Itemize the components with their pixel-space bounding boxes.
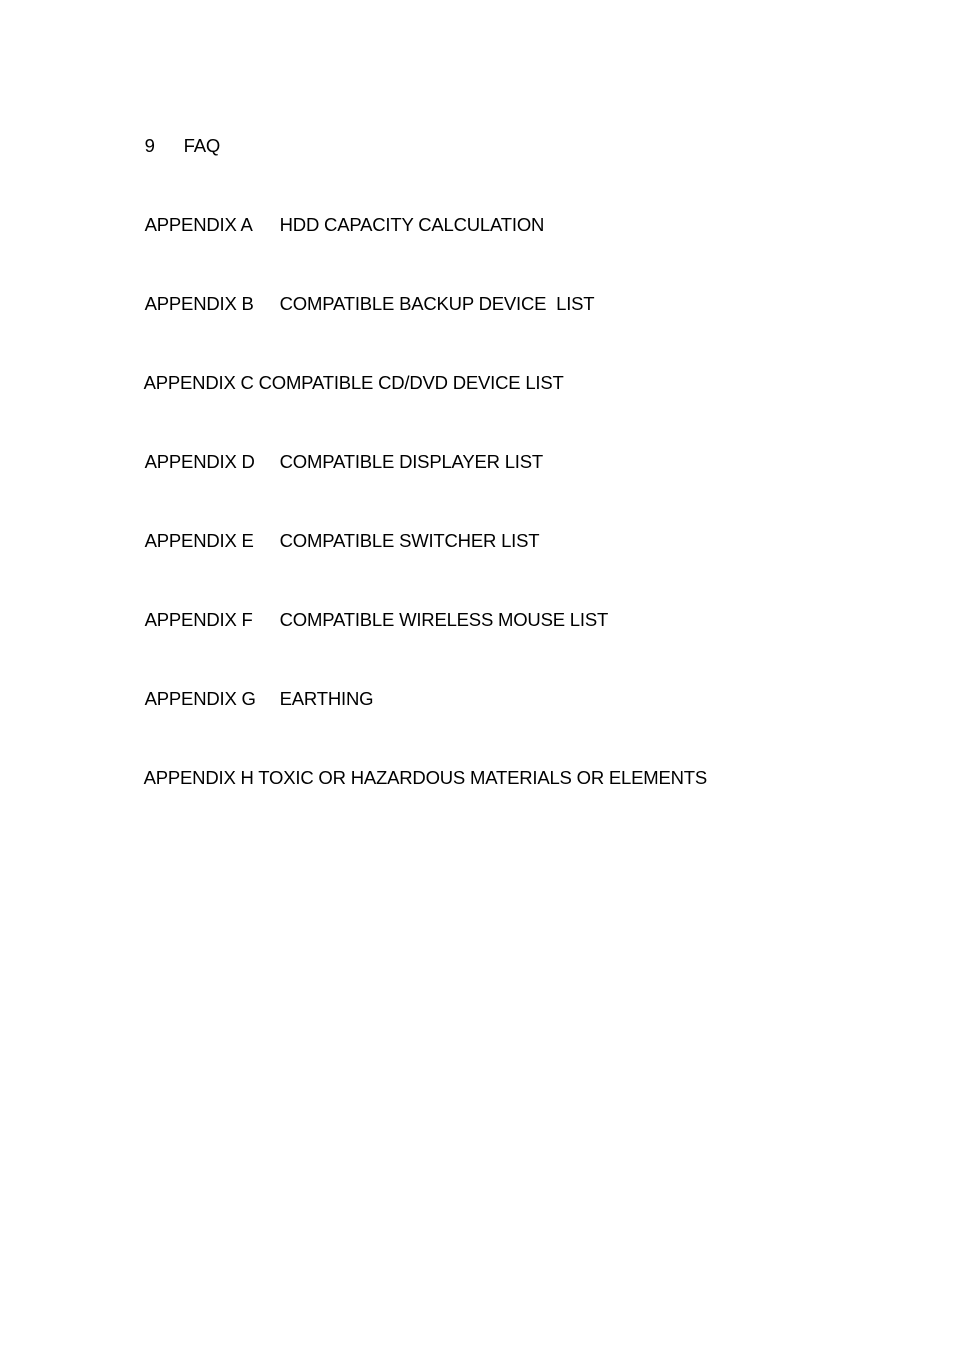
- appendix-label: APPENDIX A: [144, 214, 253, 235]
- toc-entry-appendix-f[interactable]: [115, 578, 875, 657]
- appendix-title: COMPATIBLE WIRELESS MOUSE LIST: [279, 609, 609, 630]
- toc-entry-appendix-a[interactable]: [115, 183, 875, 262]
- table-of-contents: [115, 104, 875, 815]
- appendix-title: COMPATIBLE DISPLAYER LIST: [279, 451, 543, 472]
- appendix-label: APPENDIX E: [144, 530, 254, 551]
- appendix-label: APPENDIX F: [144, 609, 253, 630]
- toc-entry-appendix-g[interactable]: [115, 657, 875, 736]
- toc-entry-chapter-9[interactable]: [115, 104, 875, 183]
- chapter-title: FAQ: [183, 135, 221, 156]
- toc-entry-appendix-b[interactable]: [115, 262, 875, 341]
- appendix-label: APPENDIX B: [144, 293, 254, 314]
- toc-entry-appendix-h[interactable]: [115, 736, 875, 815]
- appendix-full-title: APPENDIX C COMPATIBLE CD/DVD DEVICE LIST: [143, 372, 564, 393]
- appendix-title: HDD CAPACITY CALCULATION: [279, 214, 545, 235]
- toc-entry-appendix-e[interactable]: [115, 499, 875, 578]
- appendix-title: COMPATIBLE SWITCHER LIST: [279, 530, 540, 551]
- appendix-label: APPENDIX G: [144, 688, 256, 709]
- appendix-full-title: APPENDIX H TOXIC OR HAZARDOUS MATERIALS OR ELEMENTS: [143, 767, 708, 788]
- appendix-label: APPENDIX D: [144, 451, 255, 472]
- toc-entry-appendix-c[interactable]: [115, 341, 875, 420]
- appendix-title: COMPATIBLE BACKUP DEVICE LIST: [279, 293, 595, 314]
- chapter-number: 9: [144, 135, 155, 156]
- appendix-title: EARTHING: [279, 688, 374, 709]
- toc-entry-appendix-d[interactable]: [115, 420, 875, 499]
